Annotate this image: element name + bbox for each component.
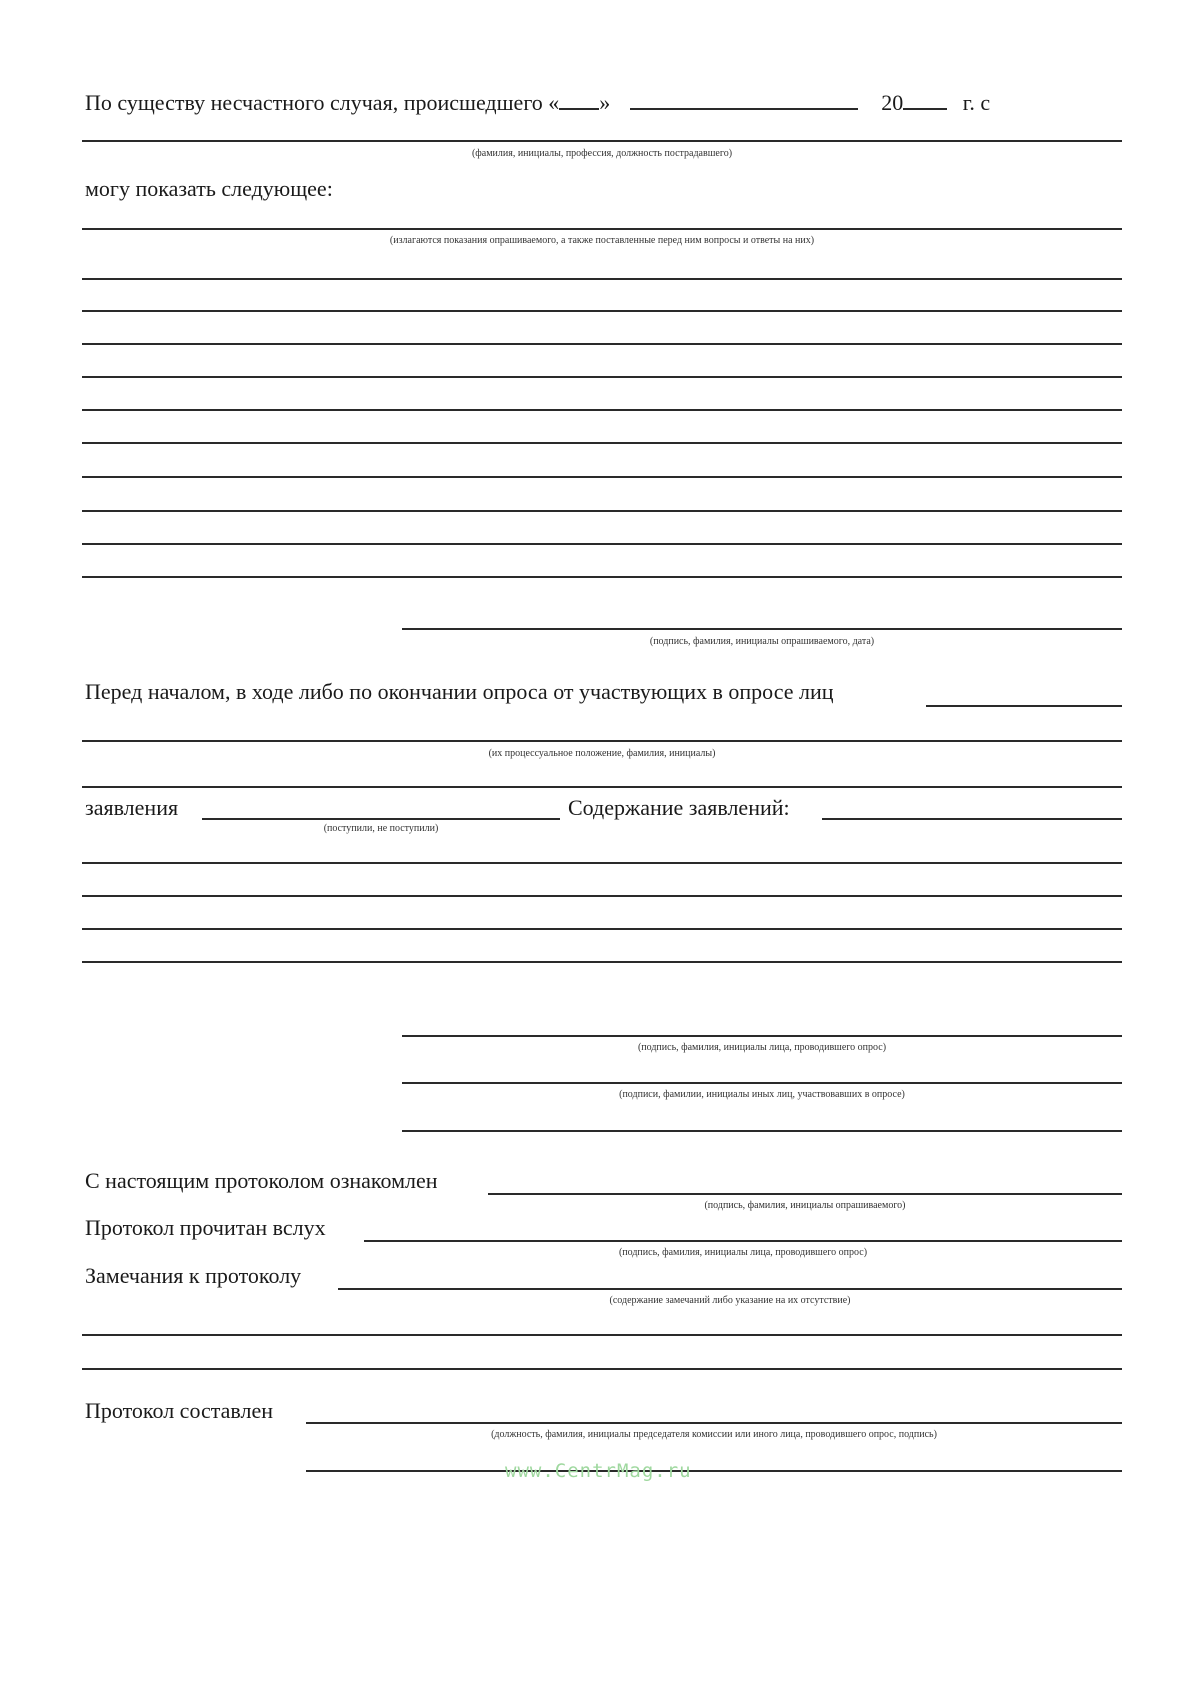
caption-statements: (излагаются показания опрашиваемого, а также поставленные перед ним вопросы и ответы на них) bbox=[389, 235, 815, 246]
remarks-line[interactable] bbox=[338, 1288, 1122, 1290]
statement-line-6[interactable] bbox=[82, 442, 1122, 444]
others-signature-line-2[interactable] bbox=[402, 1130, 1122, 1132]
year-blank[interactable] bbox=[903, 88, 947, 110]
year-suffix: г. с bbox=[962, 90, 991, 115]
caption-procedural: (их процессуальное положение, фамилия, инициалы) bbox=[488, 748, 716, 759]
watermark-text: www.CentrMag.ru bbox=[505, 1460, 692, 1482]
before-survey-label: Перед началом, в ходе либо по окончании опроса от участвующих в опросе лиц bbox=[85, 679, 834, 704]
remarks-label: Замечания к протоколу bbox=[85, 1263, 302, 1288]
compiled-line[interactable] bbox=[306, 1422, 1122, 1424]
caption-others-signature: (подписи, фамилии, инициалы иных лиц, участвовавших в опросе) bbox=[619, 1089, 905, 1100]
caption-received: (поступили, не поступили) bbox=[323, 823, 439, 834]
statement-line-7[interactable] bbox=[82, 476, 1122, 478]
accident-intro-text: По существу несчастного случая, происшедшего « bbox=[85, 90, 560, 115]
participants-line-2[interactable] bbox=[82, 786, 1122, 788]
compiled-line-2[interactable] bbox=[306, 1470, 1122, 1472]
applications-content-label: Содержание заявлений: bbox=[568, 795, 790, 820]
accident-date-line bbox=[85, 88, 990, 116]
victim-line[interactable] bbox=[82, 140, 1122, 142]
caption-victim: (фамилия, инициалы, профессия, должность пострадавшего) bbox=[471, 148, 733, 159]
caption-interviewee-signature: (подпись, фамилия, инициалы опрашиваемого, дата) bbox=[649, 636, 875, 647]
content-line-1[interactable] bbox=[82, 862, 1122, 864]
content-line-2[interactable] bbox=[82, 895, 1122, 897]
caption-remarks: (содержание замечаний либо указание на их отсутствие) bbox=[609, 1295, 851, 1306]
statement-line-2[interactable] bbox=[82, 310, 1122, 312]
quote-close: » bbox=[599, 90, 611, 115]
can-show-label: могу показать следующее: bbox=[85, 176, 333, 201]
statement-line-5[interactable] bbox=[82, 409, 1122, 411]
day-blank[interactable] bbox=[559, 88, 599, 110]
caption-conductor-signature: (подпись, фамилия, инициалы лица, проводившего опрос) bbox=[637, 1042, 887, 1053]
statement-line-0[interactable] bbox=[82, 228, 1122, 230]
content-line-4[interactable] bbox=[82, 961, 1122, 963]
applications-content-line[interactable] bbox=[822, 818, 1122, 820]
acquainted-label: С настоящим протоколом ознакомлен bbox=[85, 1168, 438, 1193]
conductor-signature-line[interactable] bbox=[402, 1035, 1122, 1037]
caption-conductor-signature-2: (подпись, фамилия, инициалы лица, проводившего опрос) bbox=[618, 1247, 868, 1258]
statement-line-10[interactable] bbox=[82, 576, 1122, 578]
statement-line-8[interactable] bbox=[82, 510, 1122, 512]
statement-line-3[interactable] bbox=[82, 343, 1122, 345]
statement-line-1[interactable] bbox=[82, 278, 1122, 280]
acquainted-line[interactable] bbox=[488, 1193, 1122, 1195]
participants-line[interactable] bbox=[82, 740, 1122, 742]
applications-received-line[interactable] bbox=[202, 818, 560, 820]
applications-label: заявления bbox=[85, 795, 179, 820]
others-signature-line[interactable] bbox=[402, 1082, 1122, 1084]
statement-line-4[interactable] bbox=[82, 376, 1122, 378]
interviewee-signature-line[interactable] bbox=[402, 628, 1122, 630]
caption-interviewee-signature-2: (подпись, фамилия, инициалы опрашиваемого) bbox=[704, 1200, 906, 1211]
month-blank[interactable] bbox=[630, 88, 858, 110]
compiled-label: Протокол составлен bbox=[85, 1398, 274, 1423]
remarks-line-3[interactable] bbox=[82, 1368, 1122, 1370]
year-prefix: 20 bbox=[881, 90, 904, 115]
caption-compiler: (должность, фамилия, инициалы председателя комиссии или иного лица, проводившего опрос, подпись) bbox=[491, 1429, 937, 1440]
statement-line-9[interactable] bbox=[82, 543, 1122, 545]
read-aloud-label: Протокол прочитан вслух bbox=[85, 1215, 326, 1240]
remarks-line-2[interactable] bbox=[82, 1334, 1122, 1336]
content-line-3[interactable] bbox=[82, 928, 1122, 930]
participants-line-short[interactable] bbox=[926, 705, 1122, 707]
read-aloud-line[interactable] bbox=[364, 1240, 1122, 1242]
